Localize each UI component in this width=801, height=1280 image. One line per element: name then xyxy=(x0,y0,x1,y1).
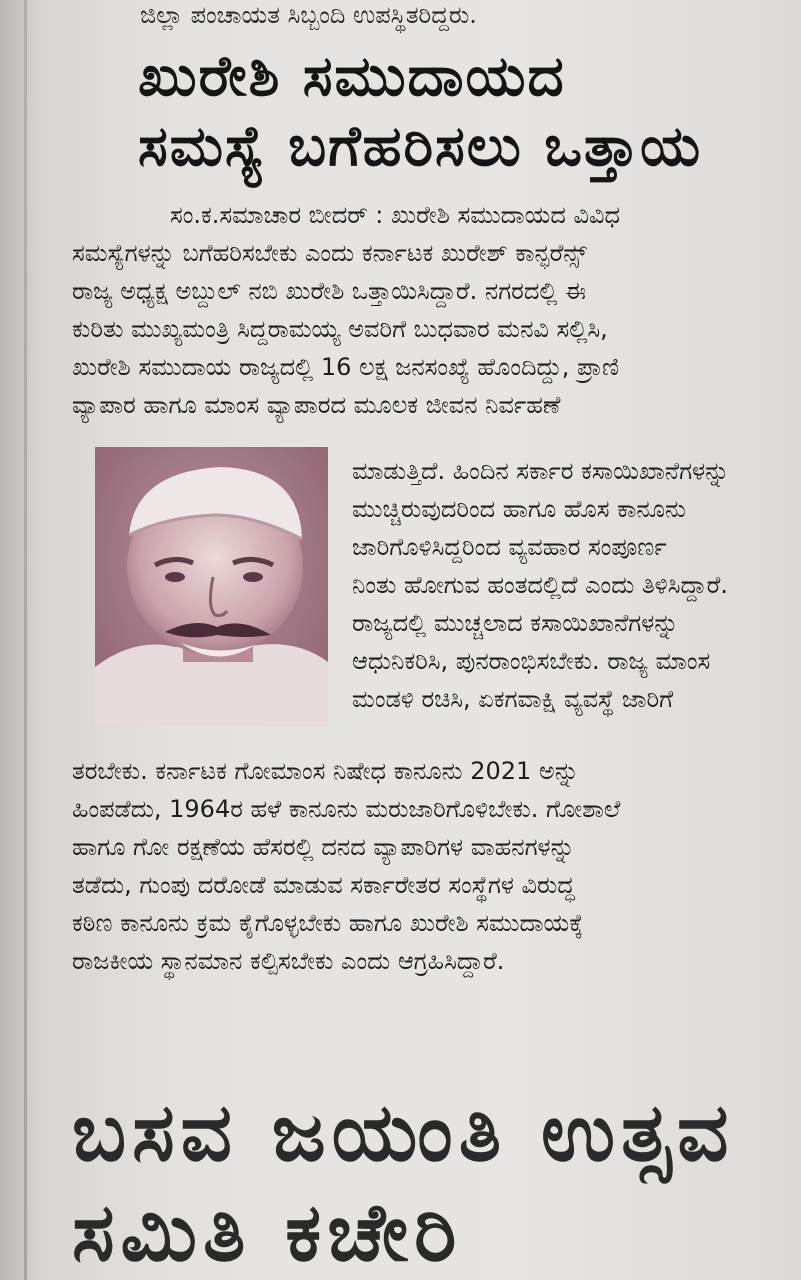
person-photo xyxy=(95,447,328,726)
article-line: ಮಾಡುತ್ತಿದೆ. ಹಿಂದಿನ ಸರ್ಕಾರ ಕಸಾಯಿಖಾನೆಗಳನ್ನು xyxy=(352,457,730,485)
article-line: ರಾಜಕೀಯ ಸ್ಥಾನಮಾನ ಕಲ್ಪಿಸಬೇಕು ಎಂದು ಆಗ್ರಹಿಸಿದ್ದಾರೆ. xyxy=(72,947,505,975)
article-line: ಖುರೇಶಿ ಸಮುದಾಯ ರಾಜ್ಯದಲ್ಲಿ 16 ಲಕ್ಷ ಜನಸಂಖ್ಯೆ ಹೊಂದಿದ್ದು, ಪ್ರಾಣಿ xyxy=(72,353,619,381)
column-rule xyxy=(24,0,27,1280)
article-line: ತಡೆದು, ಗುಂಪು ದರೋಡೆ ಮಾಡುವ ಸರ್ಕಾರೇತರ ಸಂಸ್ಥೆಗಳ ವಿರುದ್ಧ xyxy=(72,871,575,899)
headline-line-1: ಖುರೇಶಿ ಸಮುದಾಯದ xyxy=(138,44,566,109)
article-line: ಸಂ.ಕ.ಸಮಾಚಾರ ಬೀದರ್ : ಖುರೇಶಿ ಸಮುದಾಯದ ವಿವಿಧ xyxy=(170,201,620,229)
article-line: ಮುಚ್ಚಿರುವುದರಿಂದ ಹಾಗೂ ಹೊಸ ಕಾನೂನು xyxy=(352,495,686,523)
article-line: ತರಬೇಕು. ಕರ್ನಾಟಕ ಗೋಮಾಂಸ ನಿಷೇಧ ಕಾನೂನು 2021 ಅನ್ನು xyxy=(72,757,579,785)
article-line: ರಾಜ್ಯದಲ್ಲಿ ಮುಚ್ಚಲಾದ ಕಸಾಯಿಖಾನೆಗಳನ್ನು xyxy=(352,609,679,637)
article-line: ಕಠಿಣ ಕಾನೂನು ಕ್ರಮ ಕೈಗೊಳ್ಳಬೇಕು ಹಾಗೂ ಖುರೇಶಿ ಸಮುದಾಯಕ್ಕೆ xyxy=(72,909,584,937)
headline-line-2: ಸಮಸ್ಯೆ ಬಗೆಹರಿಸಲು ಒತ್ತಾಯ xyxy=(138,114,703,179)
next-headline-line-2: ಸಮಿತಿ ಕಚೇರಿ xyxy=(72,1186,463,1279)
article-line: ಹಿಂಪಡೆದು, 1964ರ ಹಳೆ ಕಾನೂನು ಮರುಜಾರಿಗೊಳಿಬೇಕು. ಗೋಶಾಲೆ xyxy=(72,795,621,823)
article-line: ಸಮಸ್ಯೆಗಳನ್ನು ಬಗೆಹರಿಸಬೇಕು ಎಂದು ಕರ್ನಾಟಕ ಖುರೇಶ್ ಕಾನ್ಫರೆನ್ಸ್ xyxy=(72,239,587,267)
next-headline-line-1: ಬಸವ ಜಯಂತಿ ಉತ್ಸವ xyxy=(72,1086,735,1179)
article-line: ಆಧುನಿಕರಿಸಿ, ಪುನರಾಂಭಿಸಬೇಕು. ರಾಜ್ಯ ಮಾಂಸ xyxy=(352,647,711,675)
article-line: ಜಾರಿಗೊಳಿಸಿದ್ದರಿಂದ ವ್ಯವಹಾರ ಸಂಪೂರ್ಣ xyxy=(352,533,667,561)
person-photo-graphic xyxy=(95,447,328,726)
article-line: ಕುರಿತು ಮುಖ್ಯಮಂತ್ರಿ ಸಿದ್ದರಾಮಯ್ಯ ಅವರಿಗೆ ಬುಧವಾರ ಮನವಿ ಸಲ್ಲಿಸಿ, xyxy=(72,315,608,343)
article-line: ನಿಂತು ಹೋಗುವ ಹಂತದಲ್ಲಿದೆ ಎಂದು ತಿಳಿಸಿದ್ದಾರೆ. xyxy=(352,571,728,599)
article-line: ವ್ಯಾಪಾರ ಹಾಗೂ ಮಾಂಸ ವ್ಯಾಪಾರದ ಮೂಲಕ ಜೀವನ ನಿರ್ವಹಣೆ xyxy=(72,391,561,419)
article-line: ಹಾಗೂ ಗೋ ರಕ್ಷಣೆಯ ಹೆಸರಲ್ಲಿ ದನದ ವ್ಯಾಪಾರಿಗಳ ವಾಹನಗಳನ್ನು xyxy=(72,833,575,861)
previous-article-line: ಜಿಲ್ಲಾ ಪಂಚಾಯತ ಸಿಬ್ಬಂದಿ ಉಪಸ್ಥಿತರಿದ್ದರು. xyxy=(140,1,477,29)
article-line: ರಾಜ್ಯ ಅಧ್ಯಕ್ಷ ಅಬ್ದುಲ್ ನಬಿ ಖುರೇಶಿ ಒತ್ತಾಯಿಸಿದ್ದಾರೆ. ನಗರದಲ್ಲಿ ಈ xyxy=(72,277,586,305)
article-line: ಮಂಡಳಿ ರಚಿಸಿ, ಏಕಗವಾಕ್ಷಿ ವ್ಯವಸ್ಥೆ ಜಾರಿಗೆ xyxy=(352,685,674,713)
